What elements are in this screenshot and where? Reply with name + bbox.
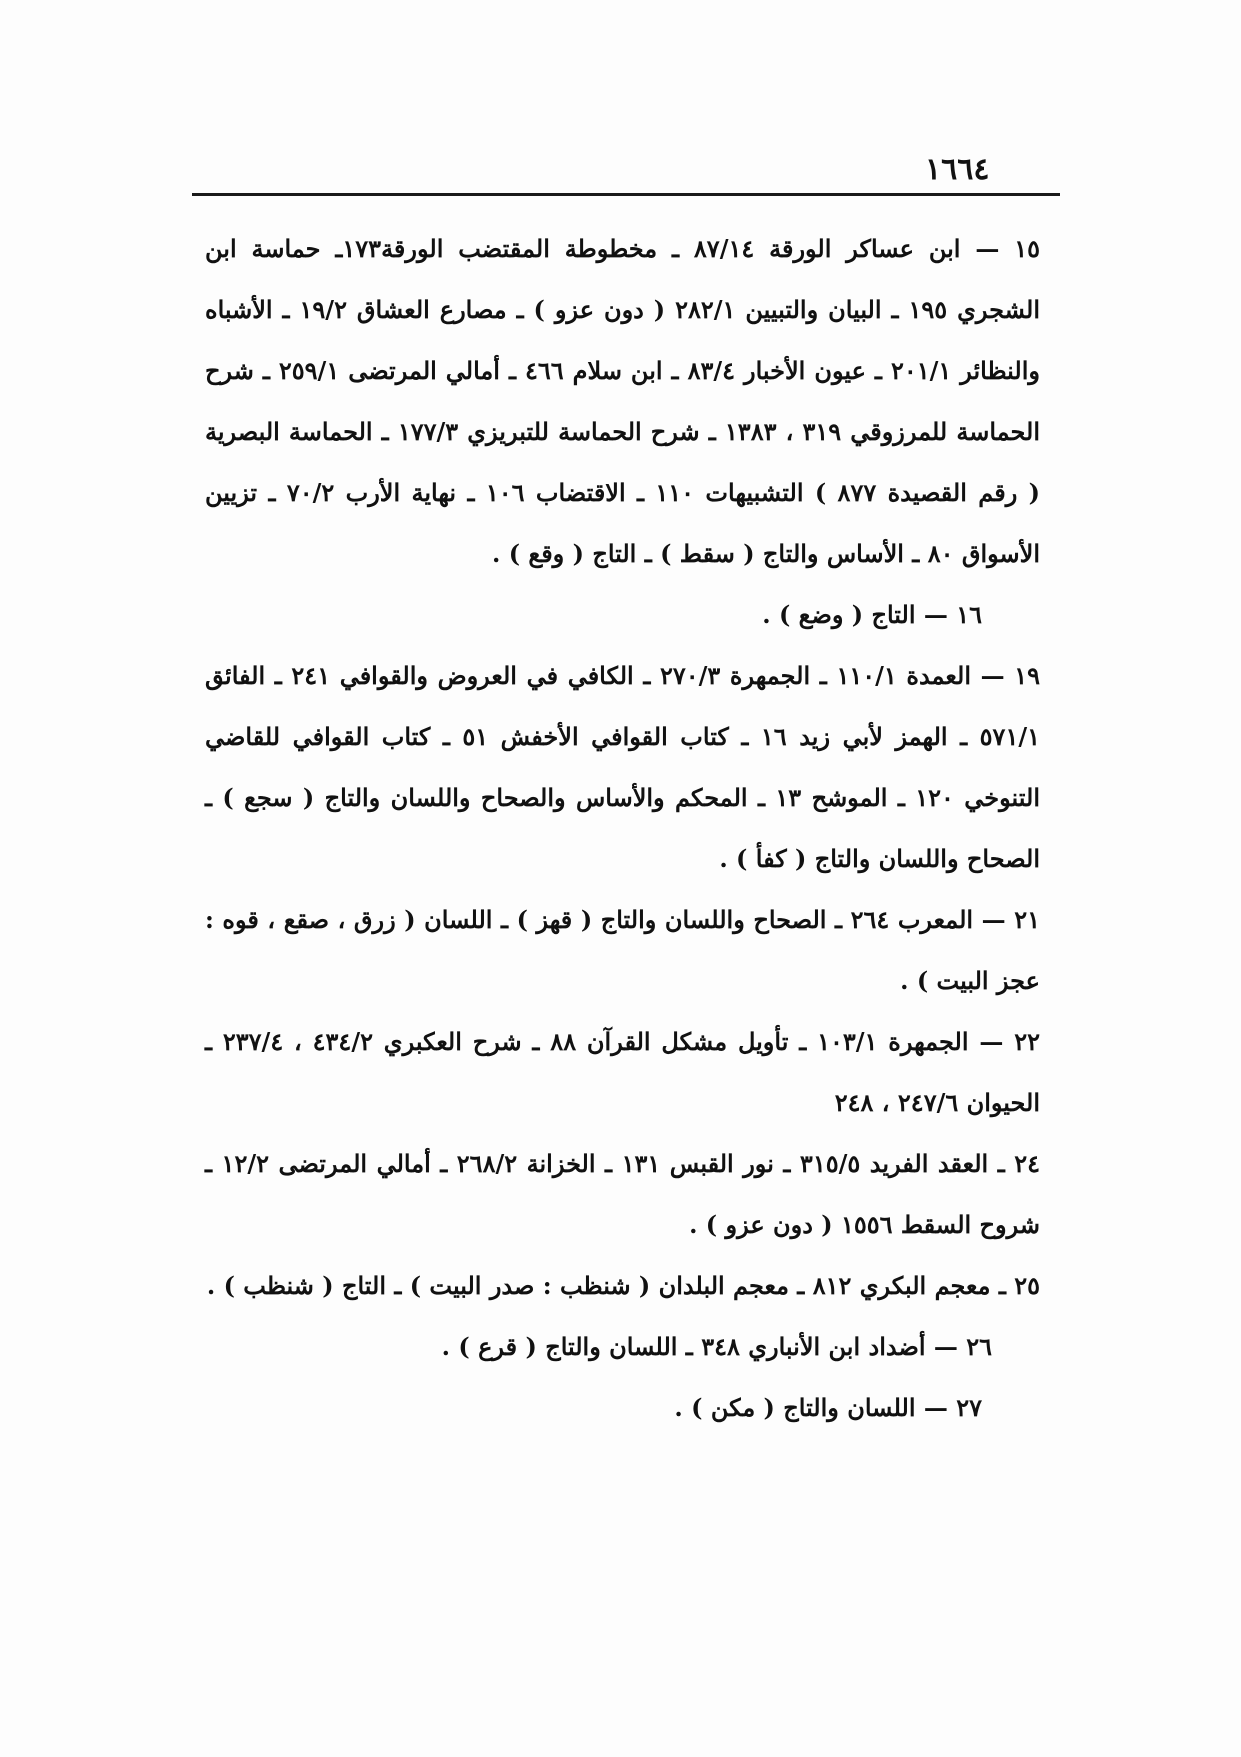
note-16: ١٦ — التاج ( وضع ) . xyxy=(762,600,982,629)
header-rule xyxy=(192,193,1060,196)
note-21: ٢١ — المعرب ٢٦٤ ـ الصحاح واللسان والتاج ( قهز ) ـ اللسان ( زرق ، صقع ، قوه : عجز البيت ) . xyxy=(205,905,1040,995)
note-25: ٢٥ ـ معجم البكري ٨١٢ ـ معجم البلدان ( شنظب : صدر البيت ) ـ التاج ( شنظب ) . xyxy=(206,1271,1040,1300)
notes-section xyxy=(205,218,1040,1438)
note-26: ٢٦ — أضداد ابن الأنباري ٣٤٨ ـ اللسان والتاج ( قرع ) . xyxy=(441,1332,992,1361)
note-19: ١٩ — العمدة ١١٠/١ ـ الجمهرة ٢٧٠/٣ ـ الكافي في العروض والقوافي ٢٤١ ـ الفائق ٥٧١/١ ـ الهمز لأبي زيد ١٦ ـ كتاب القوافي الأخفش ٥١ ـ كتاب القوافي للقاضي التنوخي ١٢٠ ـ الموشح ١٣ ـ المحكم والأساس والصحاح واللسان والتاج ( سجع ) ـ الصحاح واللسان والتاج ( كفأ ) . xyxy=(205,661,1041,873)
note-24: ٢٤ ـ العقد الفريد ٣١٥/٥ ـ نور القبس ١٣١ ـ الخزانة ٢٦٨/٢ ـ أمالي المرتضى ١٢/٢ ـ شروح السقط ١٥٥٦ ( دون عزو ) . xyxy=(205,1149,1041,1239)
page-number: ١٦٦٤ xyxy=(925,152,990,187)
note-22: ٢٢ — الجمهرة ١٠٣/١ ـ تأويل مشكل القرآن ٨٨ ـ شرح العكبري ٤٣٤/٢ ، ٢٣٧/٤ ـ الحيوان ٢٤٧/٦ ، ٢٤٨ xyxy=(205,1027,1040,1117)
note-15: ١٥ — ابن عساكر الورقة ٨٧/١٤ ـ مخطوطة المقتضب الورقة١٧٣ـ حماسة ابن الشجري ١٩٥ ـ البيان والتبيين ٢٨٢/١ ( دون عزو ) ـ مصارع العشاق ١٩/٢ ـ الأشباه والنظائر ٢٠١/١ ـ عيون الأخبار ٨٣/٤ ـ ابن سلام ٤٦٦ ـ أمالي المرتضى ٢٥٩/١ ـ شرح الحماسة للمرزوقي ٣١٩ ، ١٣٨٣ ـ شرح الحماسة للتبريزي ١٧٧/٣ ـ الحماسة البصرية ( رقم القصيدة ٨٧٧ ) التشبيهات ١١٠ ـ الاقتضاب ١٠٦ ـ نهاية الأرب ٧٠/٢ ـ تزيين الأسواق ٨٠ ـ الأساس والتاج ( سقط ) ـ التاج ( وقع ) . xyxy=(205,234,1041,568)
note-27: ٢٧ — اللسان والتاج ( مكن ) . xyxy=(674,1393,982,1422)
